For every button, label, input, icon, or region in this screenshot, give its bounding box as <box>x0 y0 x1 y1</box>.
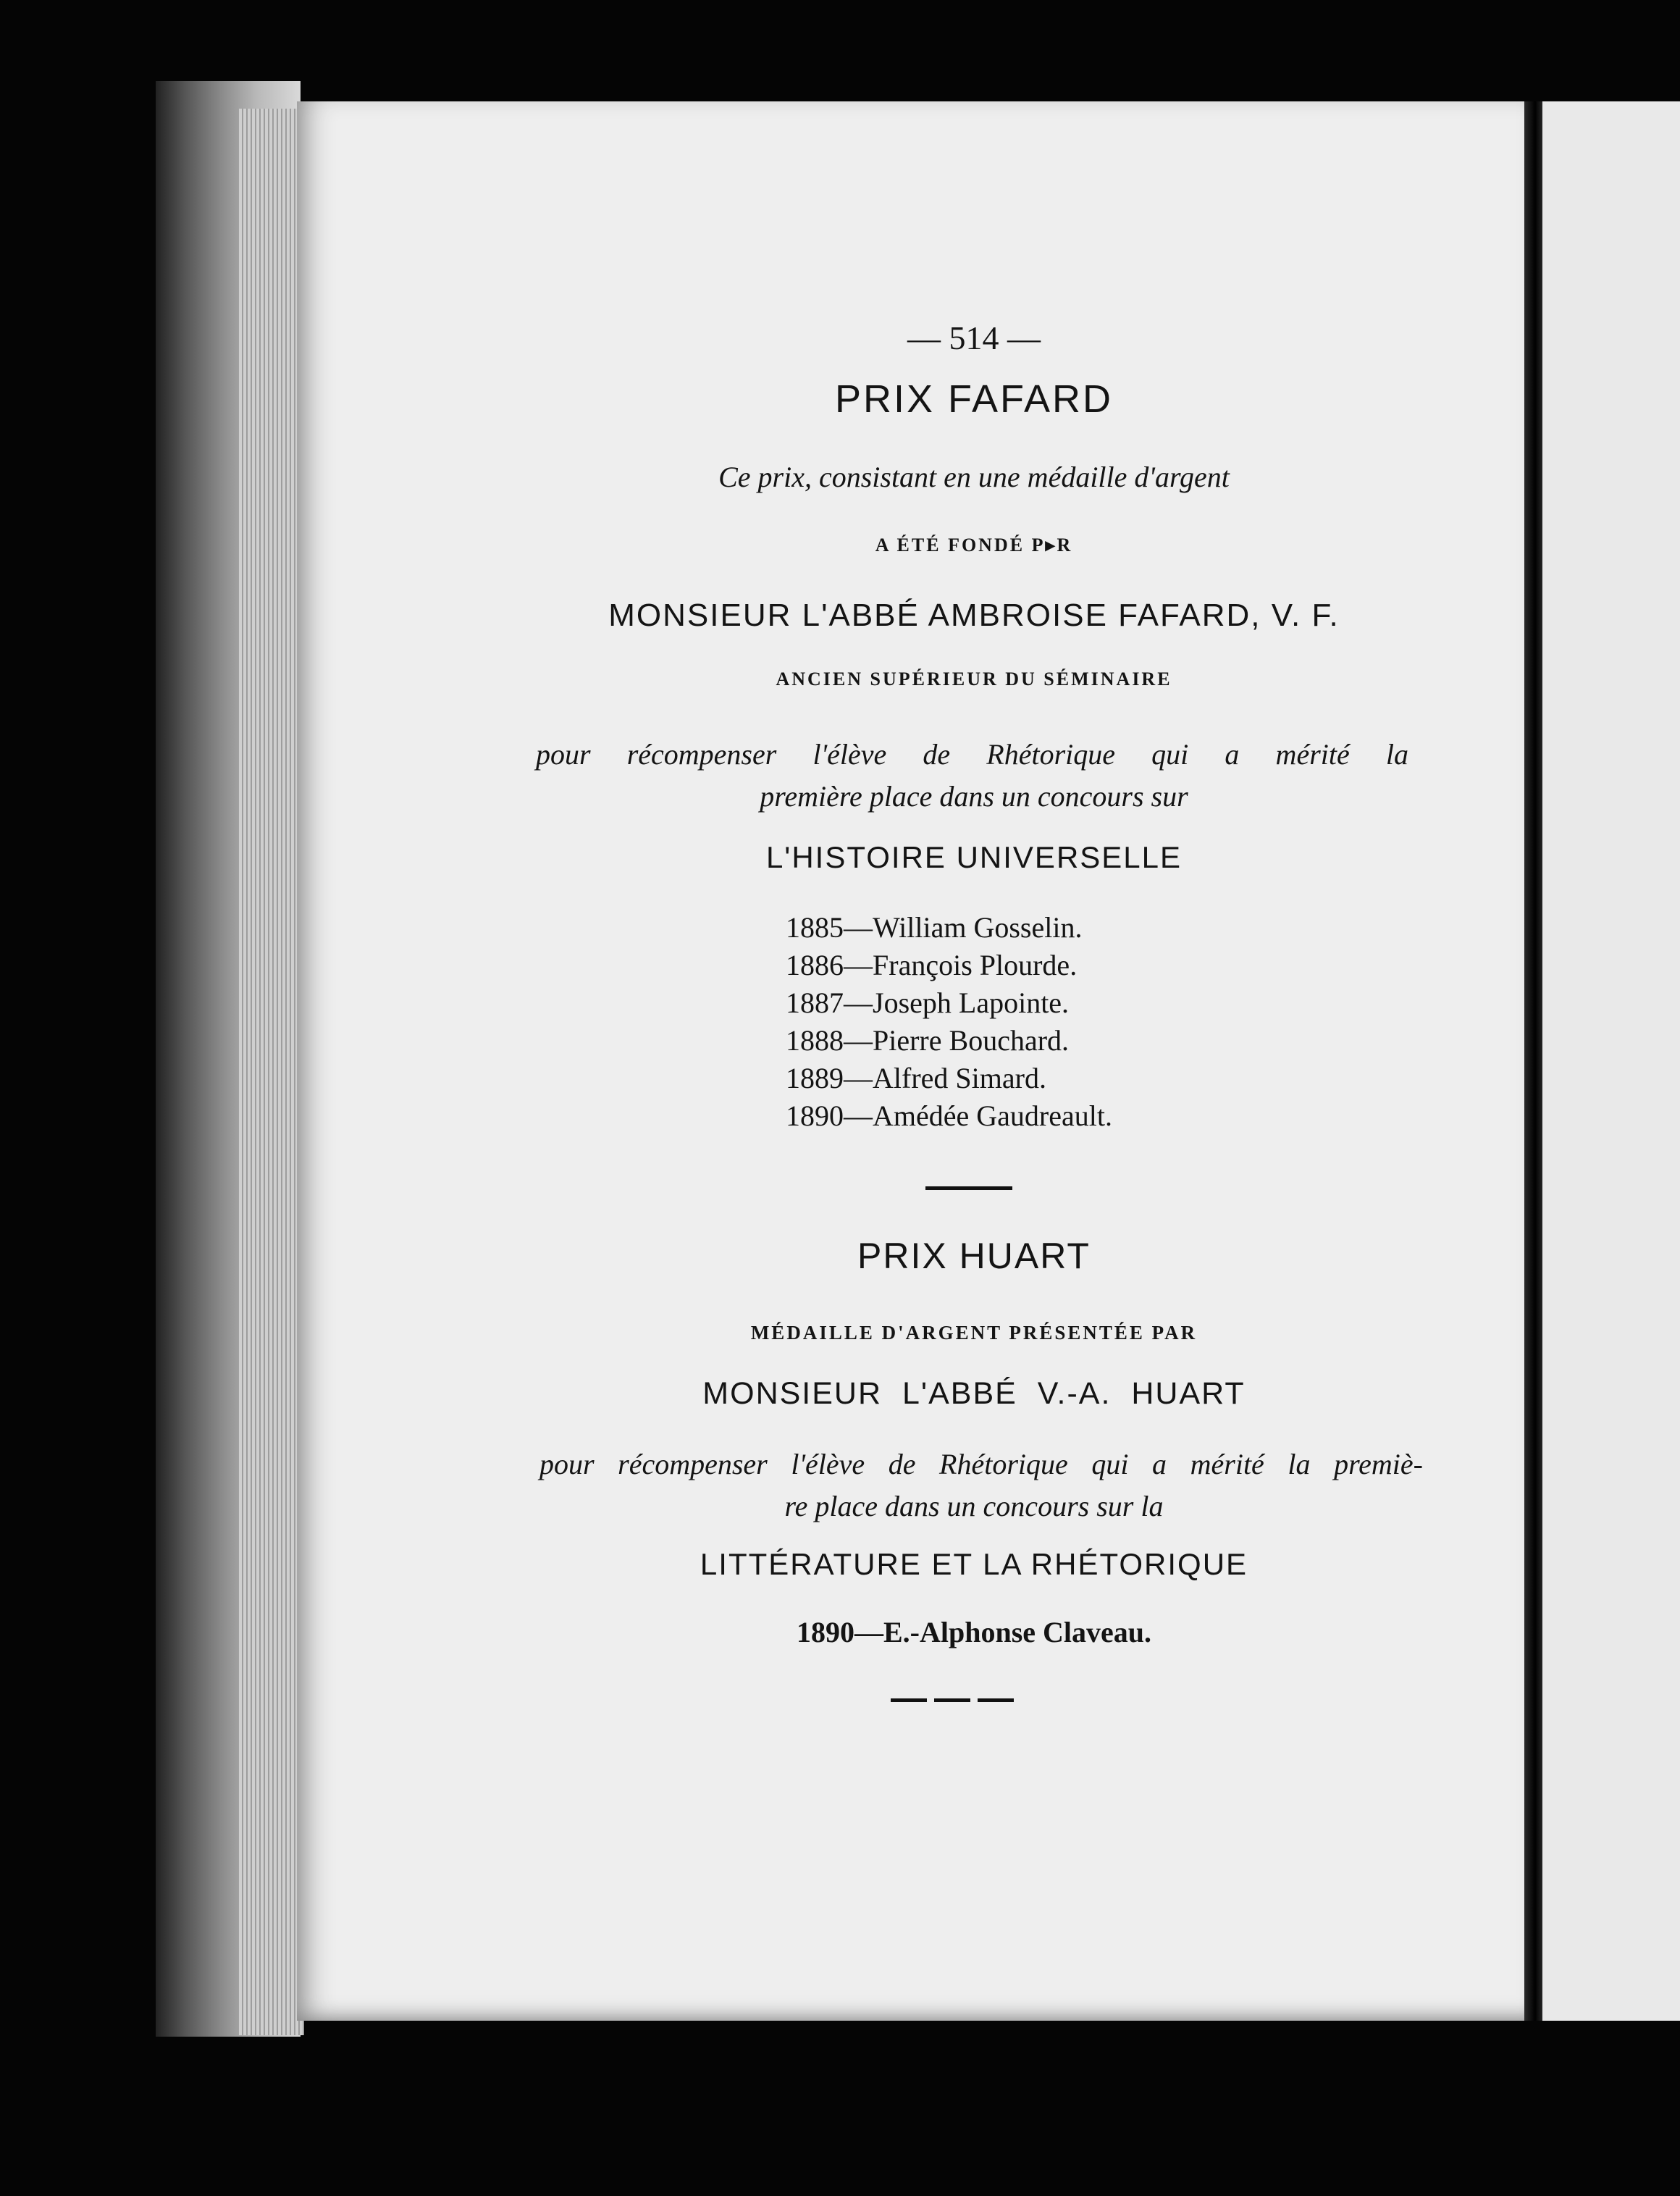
prix-fafard-founder-role: ANCIEN SUPÉRIEUR DU SÉMINAIRE <box>776 669 1172 690</box>
prix-fafard-title: PRIX FAFARD <box>834 377 1114 421</box>
prix-huart-subject: LITTÉRATURE ET LA RHÉTORIQUE <box>700 1547 1248 1581</box>
prix-fafard-purpose-line2: première place dans un concours sur <box>760 780 1188 813</box>
prix-fafard-winners-list <box>786 909 1112 1135</box>
winner-entry: 1886—François Plourde. <box>786 949 1078 981</box>
prix-fafard-purpose-line1: pour récompenser l'élève de Rhétorique qui a mérité la <box>536 738 1408 771</box>
prix-huart-purpose-line1: pour récompenser l'élève de Rhétorique qui a mérité la premiè- <box>539 1448 1423 1480</box>
end-mark-dash <box>934 1698 970 1702</box>
prix-fafard-subject: L'HISTOIRE UNIVERSELLE <box>765 840 1183 874</box>
end-mark-dash <box>978 1698 1014 1702</box>
prix-huart-title: PRIX HUART <box>857 1236 1091 1276</box>
prix-huart-founder: MONSIEUR L'ABBÉ V.-A. HUART <box>702 1376 1246 1411</box>
winner-entry: 1885—William Gosselin. <box>786 911 1083 944</box>
prix-huart-winner: 1890—E.-Alphonse Claveau. <box>796 1616 1152 1648</box>
winner-entry: 1890—Amédée Gaudreault. <box>786 1099 1112 1132</box>
prix-huart-purpose-line2: re place dans un concours sur la <box>784 1490 1164 1522</box>
winner-entry: 1889—Alfred Simard. <box>786 1062 1046 1094</box>
prix-fafard-founder: MONSIEUR L'ABBÉ AMBROISE FAFARD, V. F. <box>608 598 1340 633</box>
page-number: — 514 — <box>907 319 1041 356</box>
book-leaves <box>239 109 304 2035</box>
section-divider <box>925 1186 1012 1190</box>
prix-fafard-description: Ce prix, consistant en une médaille d'argent <box>718 461 1230 493</box>
winner-entry: 1888—Pierre Bouchard. <box>786 1024 1070 1057</box>
end-mark-dash <box>891 1698 927 1702</box>
winner-entry: 1887—Joseph Lapointe. <box>786 986 1070 1019</box>
prix-fafard-founded-by: A ÉTÉ FONDÉ P▸R <box>875 535 1073 556</box>
facing-page <box>1542 101 1680 2021</box>
prix-huart-medal: MÉDAILLE D'ARGENT PRÉSENTÉE PAR <box>750 1322 1198 1344</box>
